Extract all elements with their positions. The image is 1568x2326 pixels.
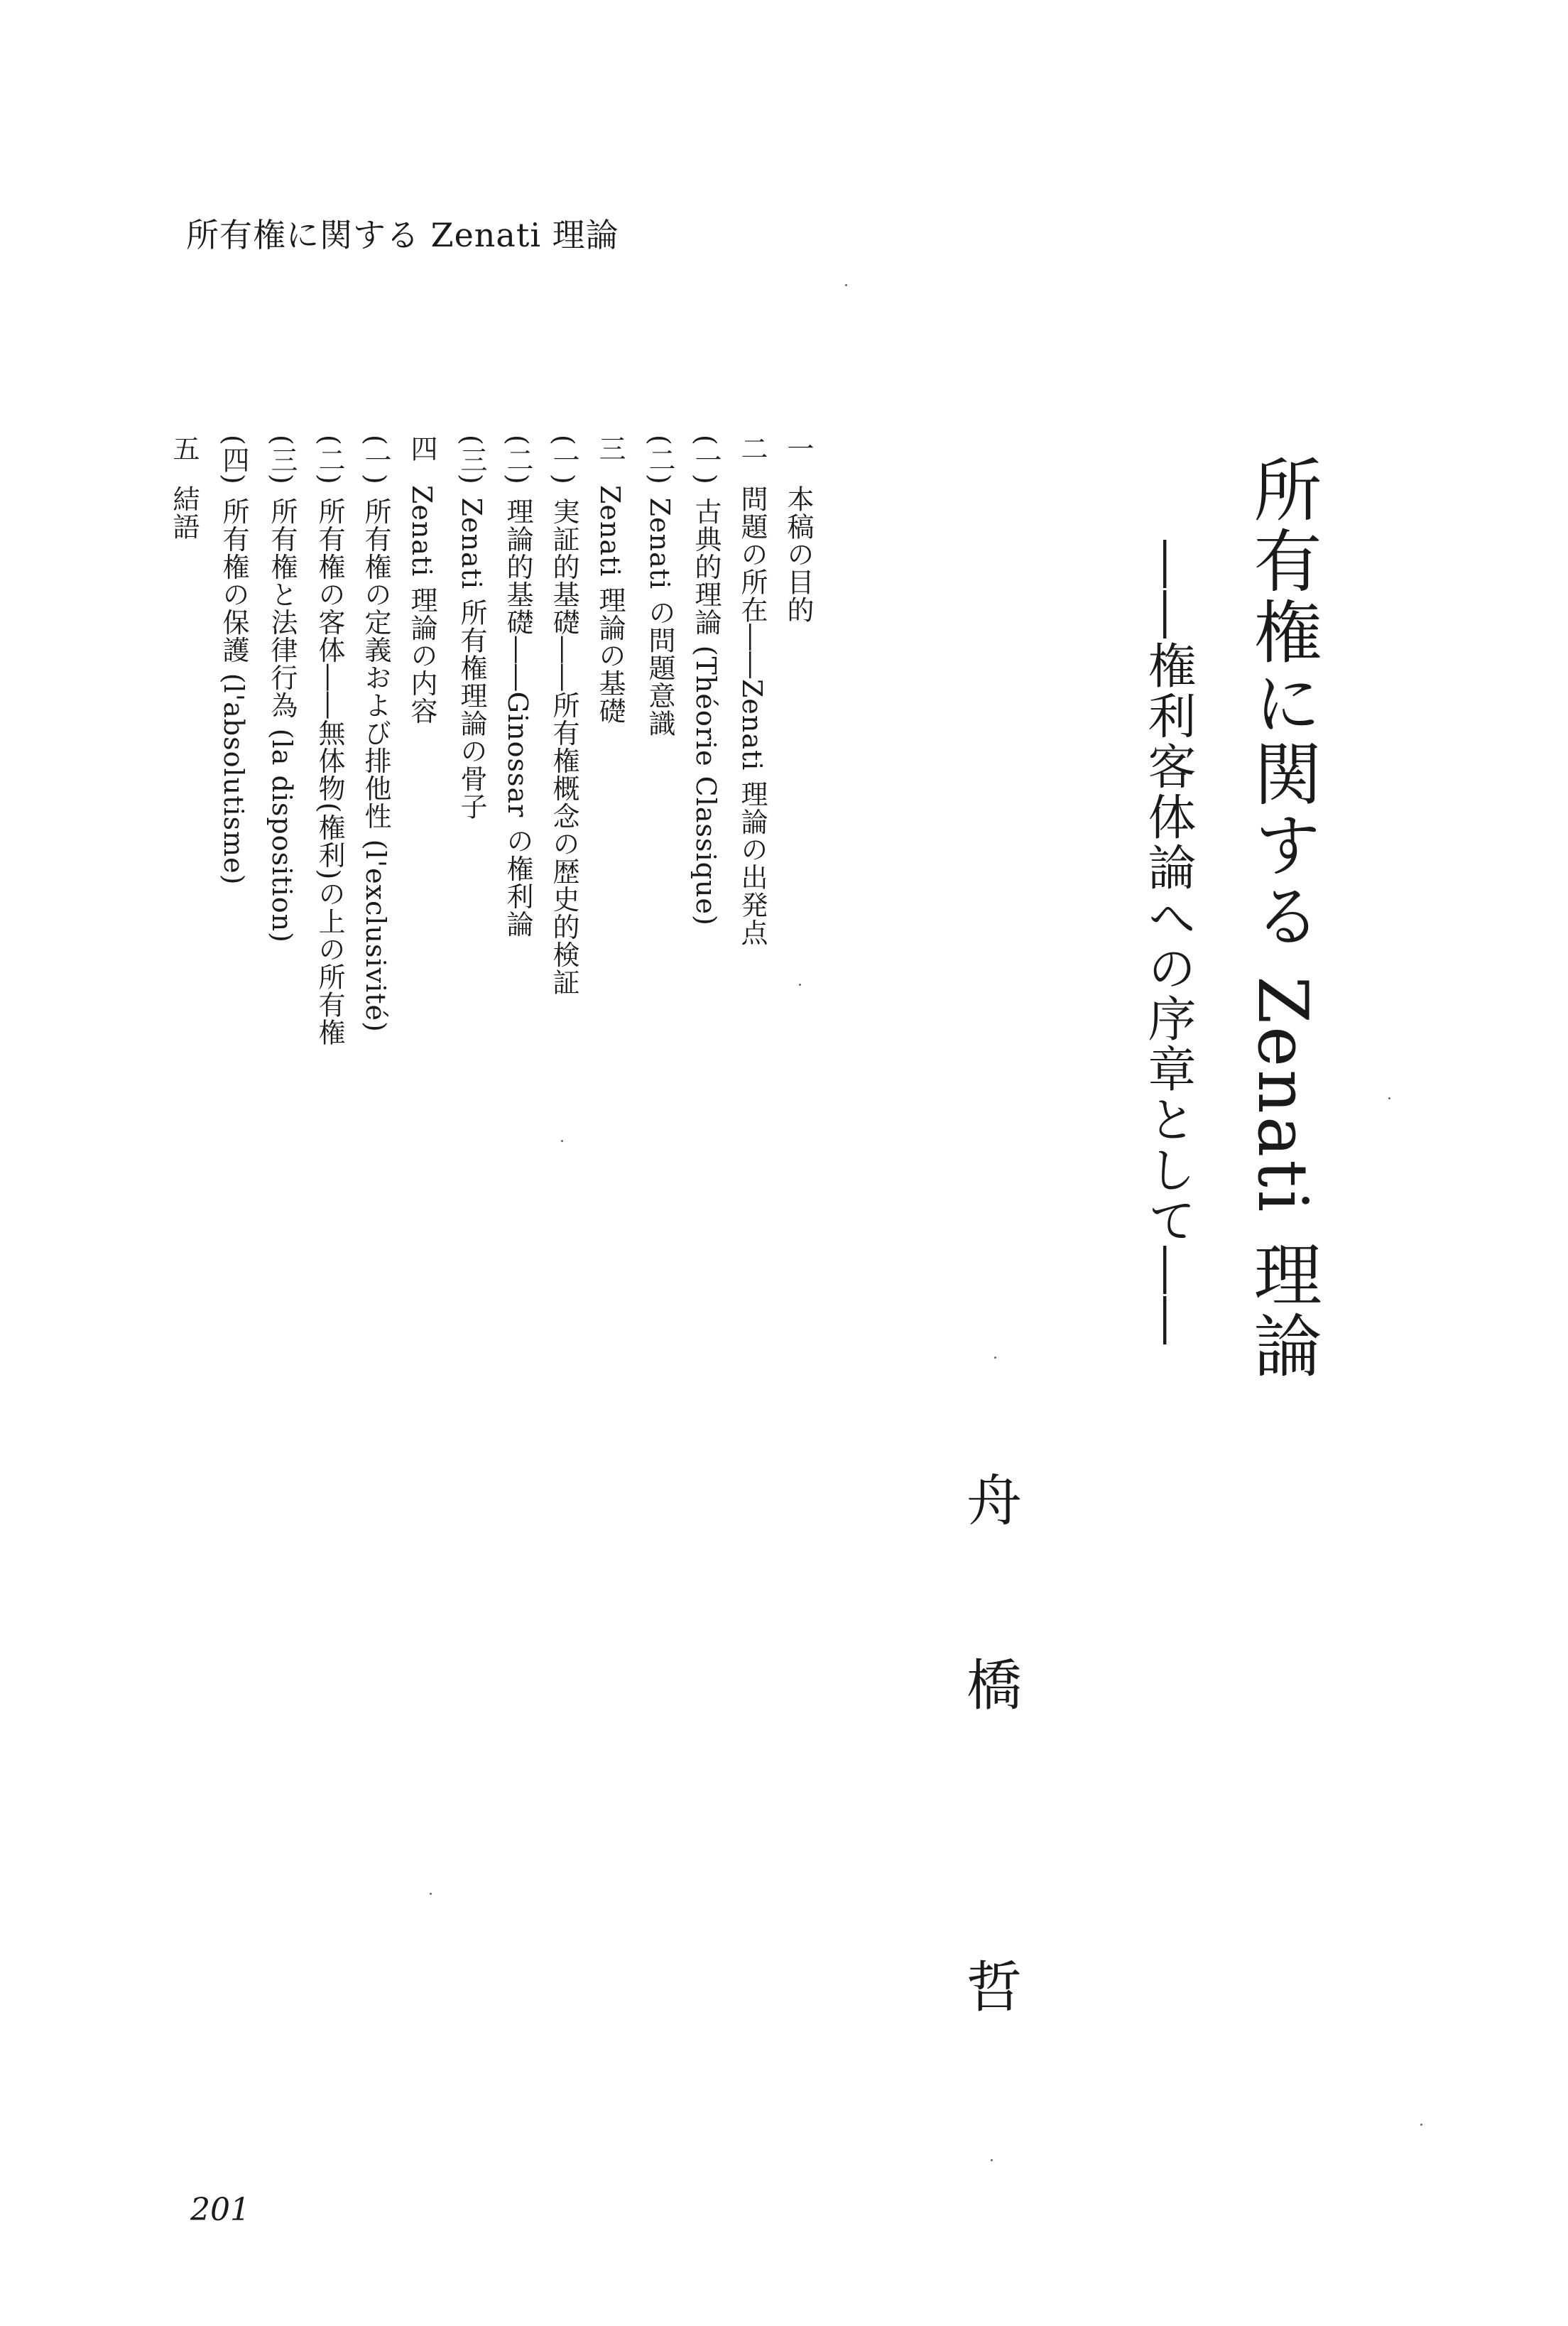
toc-item-number: 一 xyxy=(783,435,814,462)
toc-item-number: 三 xyxy=(594,435,626,462)
toc-item xyxy=(458,435,485,820)
toc-item xyxy=(550,435,577,996)
toc-item xyxy=(362,435,389,1033)
toc-item-label: 所有権の定義および排他性 (l'exclusivité) xyxy=(360,497,391,1033)
scan-speck xyxy=(799,984,801,986)
author-name-char: 哲 xyxy=(966,1956,1022,2020)
toc-item-label: Zenati 理論の内容 xyxy=(406,485,437,725)
toc-item xyxy=(594,435,626,725)
article-title: 所有権に関する Zenati 理論 xyxy=(1243,455,1322,1381)
toc-item-number: (二) xyxy=(644,435,675,485)
toc-item xyxy=(316,435,343,1046)
article-subtitle: ――権利客体論への序章として―― xyxy=(1140,540,1196,1347)
author-name-char: 橋 xyxy=(966,1654,1022,1718)
toc-item-label: Zenati の問題意識 xyxy=(644,497,675,738)
toc-item-number: (三) xyxy=(456,435,487,485)
scan-speck xyxy=(1388,1097,1390,1099)
scan-speck xyxy=(430,1893,432,1895)
toc-item-label: 本稿の目的 xyxy=(783,485,814,624)
toc-item xyxy=(785,435,812,624)
toc-item xyxy=(736,435,768,947)
toc-item-number: (一) xyxy=(360,435,391,485)
toc-item-number: (一) xyxy=(548,435,579,485)
toc-item xyxy=(646,435,673,737)
scan-speck xyxy=(561,1140,563,1142)
page-number: 201 xyxy=(190,2192,250,2228)
toc-item-label: Zenati 所有権理論の骨子 xyxy=(456,497,487,821)
toc-item-label: 実証的基礎――所有権概念の歴史的検証 xyxy=(548,497,579,996)
toc-item xyxy=(266,435,298,943)
toc-item-label: 問題の所在――Zenati 理論の出発点 xyxy=(736,485,768,947)
toc-item-number: (三) xyxy=(266,435,298,485)
scan-speck xyxy=(1420,2124,1422,2126)
toc-item xyxy=(168,435,200,540)
toc-item-number: 五 xyxy=(168,435,200,462)
scan-speck xyxy=(994,1357,996,1359)
toc-item xyxy=(504,435,531,938)
toc-item-number: 四 xyxy=(406,435,437,462)
toc-item-label: 所有権の保護 (l'absolutisme) xyxy=(218,497,249,886)
toc-item xyxy=(408,435,435,725)
toc-item-number: (一) xyxy=(690,435,722,485)
toc-item-number: (二) xyxy=(314,435,345,485)
toc-item-number: (二) xyxy=(502,435,533,485)
scan-speck xyxy=(991,2159,993,2161)
toc-item-number: (四) xyxy=(218,435,249,485)
toc-item xyxy=(220,435,247,885)
toc-item xyxy=(690,435,722,926)
toc-item-label: 所有権と法律行為 (la disposition) xyxy=(266,497,298,943)
toc-item-number: 二 xyxy=(736,435,768,462)
toc-item-label: 所有権の客体――無体物(権利)の上の所有権 xyxy=(314,497,345,1047)
running-header: 所有権に関する Zenati 理論 xyxy=(186,216,619,254)
author-name-char: 舟 xyxy=(966,1469,1022,1533)
toc-item-label: 結語 xyxy=(168,485,200,540)
toc-item-label: 理論的基礎――Ginossar の権利論 xyxy=(502,497,533,938)
toc-item-label: 古典的理論 (Théorie Classique) xyxy=(690,497,722,926)
toc-item-label: Zenati 理論の基礎 xyxy=(594,485,626,725)
scan-speck xyxy=(845,284,847,286)
